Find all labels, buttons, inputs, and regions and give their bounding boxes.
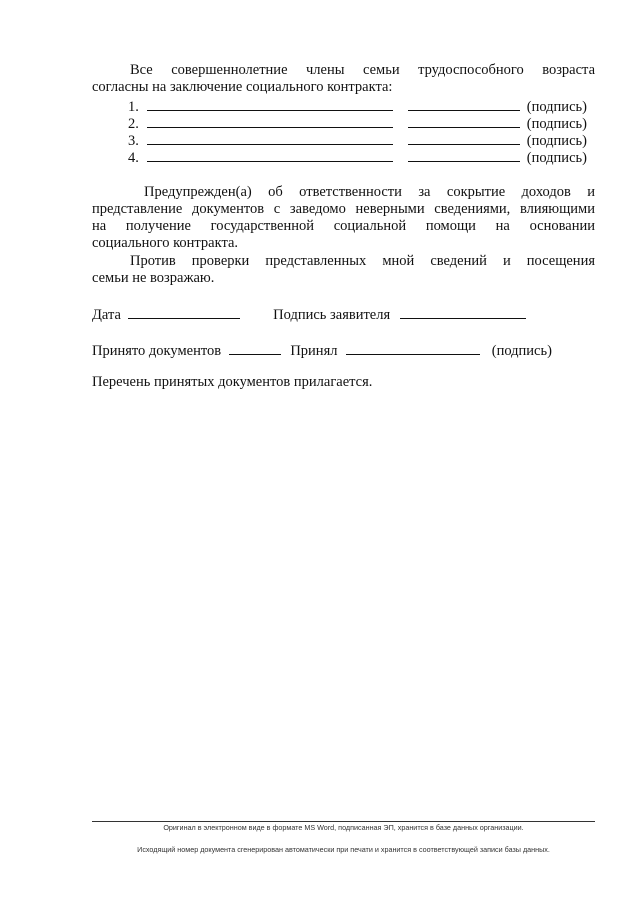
warning-line-2: представление документов с заведомо неверными сведениями, влияющими xyxy=(92,201,595,217)
warning-line-3: на получение государственной социальной помощи на основании xyxy=(92,218,595,234)
accepted-by-label: Принял xyxy=(290,343,338,359)
member-number: 3. xyxy=(128,133,139,149)
documents-count-label: Принято документов xyxy=(92,343,222,359)
member-signature-line[interactable] xyxy=(408,148,520,162)
member-number: 1. xyxy=(128,99,139,115)
member-signature-line[interactable] xyxy=(408,114,520,128)
footer-divider xyxy=(92,821,595,822)
intro-paragraph xyxy=(92,62,595,96)
member-signature-line[interactable] xyxy=(408,131,520,145)
member-name-line[interactable] xyxy=(147,131,393,145)
footer-original-note: Оригинал в электронном виде в формате MS Word, подписанная ЭП, хранится в базе данных организации. xyxy=(163,823,524,832)
consent-paragraph xyxy=(92,253,595,287)
warning-paragraph xyxy=(92,184,595,252)
member-number: 2. xyxy=(128,116,139,132)
member-signature-label: (подпись) xyxy=(526,116,587,132)
member-row-4 xyxy=(128,148,587,167)
intro-line-1: Все совершеннолетние члены семьи трудоспособного возраста xyxy=(130,62,595,78)
member-number: 4. xyxy=(128,150,139,166)
applicant-signature-line[interactable] xyxy=(400,305,526,319)
date-label: Дата xyxy=(92,307,121,323)
warning-line-4: социального контракта. xyxy=(92,235,239,251)
member-name-line[interactable] xyxy=(147,97,393,111)
intro-line-2: согласны на заключение социального контракта: xyxy=(92,79,393,95)
documents-count-line[interactable] xyxy=(229,341,281,355)
member-name-line[interactable] xyxy=(147,114,393,128)
footer-number-note: Исходящий номер документа сгенерирован автоматически при печати и хранится в соответствующей записи базы данных. xyxy=(137,845,550,854)
applicant-signature-label: Подпись заявителя xyxy=(273,307,391,323)
date-line[interactable] xyxy=(128,305,240,319)
accepted-by-line[interactable] xyxy=(346,341,480,355)
member-signature-label: (подпись) xyxy=(526,133,587,149)
consent-line-1: Против проверки представленных мной сведений и посещения xyxy=(130,253,595,269)
accepted-documents-row xyxy=(92,341,595,360)
member-signature-line[interactable] xyxy=(408,97,520,111)
member-signature-label: (подпись) xyxy=(526,99,587,115)
member-name-line[interactable] xyxy=(147,148,393,162)
documents-list-note: Перечень принятых документов прилагается. xyxy=(92,374,373,390)
warning-line-1: Предупрежден(а) об ответственности за сокрытие доходов и xyxy=(144,184,595,200)
member-signature-label: (подпись) xyxy=(526,150,587,166)
consent-line-2: семьи не возражаю. xyxy=(92,270,215,286)
date-signature-row xyxy=(92,305,595,324)
accepted-signature-label: (подпись) xyxy=(491,343,552,359)
